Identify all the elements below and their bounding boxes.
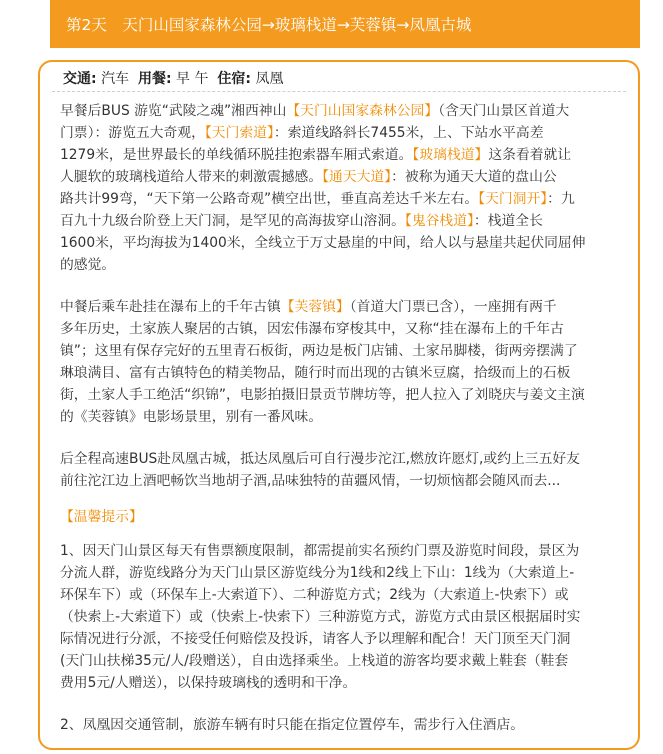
body-text: 1279米，是世界最长的单线循环脱挂抱索器车厢式索道。 xyxy=(60,147,413,163)
body-text: 1、因天门山景区每天有售票额度限制，都需提前实名预约门票及游览时间段，景区为 xyxy=(60,543,580,559)
text-line xyxy=(60,540,626,562)
highlight-text: 【温馨提示】 xyxy=(60,509,143,525)
body-text: 2、凤凰因交通管制，旅游车辆有时只能在指定位置停车，需步行入住酒店。 xyxy=(60,717,525,733)
text-line xyxy=(60,628,626,650)
body-text: 的感觉。 xyxy=(60,257,116,273)
body-text: 的《芙蓉镇》电影场景里，别有一番风味。 xyxy=(60,409,323,425)
body-text: ：被称为通天大道的盘山公 xyxy=(391,169,557,185)
highlight-text: 【天门山国家森林公园】 xyxy=(286,103,439,119)
text-line xyxy=(60,448,626,470)
highlight-text: 【天门索道】 xyxy=(204,125,274,141)
highlight-text: 【鬼谷栈道】 xyxy=(404,213,474,229)
body-text: （首道大门票已含），一座拥有两千 xyxy=(349,299,557,315)
body-text: 琳琅满目、富有古镇特色的精美物品，随行时而出现的古镇米豆腐，拾级而上的石板 xyxy=(60,365,571,381)
day-header-bar xyxy=(50,0,640,48)
body-text: 这条看着就让 xyxy=(488,147,572,163)
body-text: 多年历史，土家族人聚居的古镇，因宏伟瀑布穿梭其中，又称“挂在瀑布上的千年古 xyxy=(60,321,564,337)
text-line xyxy=(60,650,626,672)
text-line xyxy=(60,714,626,736)
text-line xyxy=(60,166,626,188)
body-text: 前往沱江边上酒吧畅饮当地胡子酒,品味独特的苗疆风情，一切烦恼都会随风而去... xyxy=(60,473,561,489)
para-tip-1 xyxy=(60,540,626,694)
text-line xyxy=(60,562,626,584)
text-line xyxy=(60,470,626,492)
body-text: ：栈道全长 xyxy=(473,213,543,229)
body-text: 1600米，平均海拔为1400米，全线立于万丈悬崖的中间，给人以与悬崖共起伏同屈伸 xyxy=(60,235,586,251)
text-line xyxy=(60,584,626,606)
text-line xyxy=(60,254,626,276)
text-line xyxy=(60,100,626,122)
body-text: 环保车下）或（环保车上-大索道下）、二种游览方式；2线为（大索道上-快索下）或 xyxy=(60,587,569,603)
para-furong-town xyxy=(60,296,626,428)
meal-value: 早 午 xyxy=(176,71,209,87)
body-text: 百九十九级台阶登上天门洞，是罕见的高海拔穿山溶洞。 xyxy=(60,213,405,229)
highlight-text: 【玻璃栈道】 xyxy=(412,147,489,163)
lodging-label: 住宿: xyxy=(217,71,251,87)
body-text: 街，土家人手工绝活“织锦”，电影拍摄旧景贡节牌坊等，把人拉入了刘晓庆与姜文主演 xyxy=(60,387,585,403)
body-text: 中餐后乘车赴挂在瀑布上的千年古镇 xyxy=(60,299,281,315)
text-line xyxy=(60,506,626,528)
meta-divider xyxy=(52,91,626,92)
text-line xyxy=(60,384,626,406)
text-line xyxy=(60,122,626,144)
day-title: 第2天 天门山国家森林公园→玻璃栈道→芙蓉镇→凤凰古城 xyxy=(66,16,472,34)
body-text: （含天门山景区首道大 xyxy=(438,103,570,119)
text-line xyxy=(60,144,626,166)
transport-label: 交通: xyxy=(63,71,97,87)
text-line xyxy=(60,318,626,340)
body-text: 人腿软的玻璃栈道给人带来的刺激震撼感。 xyxy=(60,169,323,185)
text-line xyxy=(60,362,626,384)
para-tip-2 xyxy=(60,714,626,736)
highlight-text: 【天门洞开】 xyxy=(478,191,548,207)
text-line xyxy=(60,672,626,694)
body-text: 际情况进行分派，不接受任何赔偿及投诉，请客人予以理解和配合！天门顶至天门洞 xyxy=(60,631,571,647)
para-day-itinerary xyxy=(60,100,626,276)
transport-value: 汽车 xyxy=(101,71,130,87)
highlight-text: 【芙蓉镇】 xyxy=(280,299,350,315)
meta-row xyxy=(63,68,283,88)
lodging-value: 凤凰 xyxy=(255,71,284,87)
body-text: (天门山扶梯35元/人/段赠送），自由选择乘坐。上栈道的游客均要求戴上鞋套（鞋套 xyxy=(60,653,569,669)
body-text: 后全程高速BUS赴凤凰古城，抵达凤凰后可自行漫步沱江,燃放许愿灯,或约上三五好友 xyxy=(60,451,580,467)
text-line xyxy=(60,210,626,232)
text-line xyxy=(60,296,626,318)
text-line xyxy=(60,406,626,428)
body-text: 费用5元/人赠送），以保持玻璃栈的透明和干净。 xyxy=(60,675,357,691)
text-line xyxy=(60,340,626,362)
text-line xyxy=(60,188,626,210)
highlight-text: 【通天大道】 xyxy=(322,169,392,185)
body-text: ：九 xyxy=(547,191,575,207)
para-fenghuang xyxy=(60,448,626,492)
tips-heading xyxy=(60,506,626,528)
body-text: 路共计99弯，“天下第一公路奇观”横空出世，垂直高差达千米左右。 xyxy=(60,191,479,207)
body-text: 镇”；这里有保存完好的五里青石板街，两边是板门店铺、土家吊脚楼，街两旁摆满了 xyxy=(60,343,578,359)
body-text: （快索上-大索道下）或（快索上-快索下）三种游览方式，游览方式由景区根据届时实 xyxy=(60,609,581,625)
meal-label: 用餐: xyxy=(137,71,172,87)
text-line xyxy=(60,232,626,254)
body-text: 门票）：游览五大奇观， xyxy=(60,125,205,141)
body-text: 早餐后BUS 游览“武陵之魂”湘西神山 xyxy=(60,103,287,119)
body-text: 分流人群，游览线路分为天门山景区游览线分为1线和2线上下山：1线为（大索道上- xyxy=(60,565,575,581)
body-text: ：索道线路斜长7455米，上、下站水平高差 xyxy=(273,125,544,141)
text-line xyxy=(60,606,626,628)
